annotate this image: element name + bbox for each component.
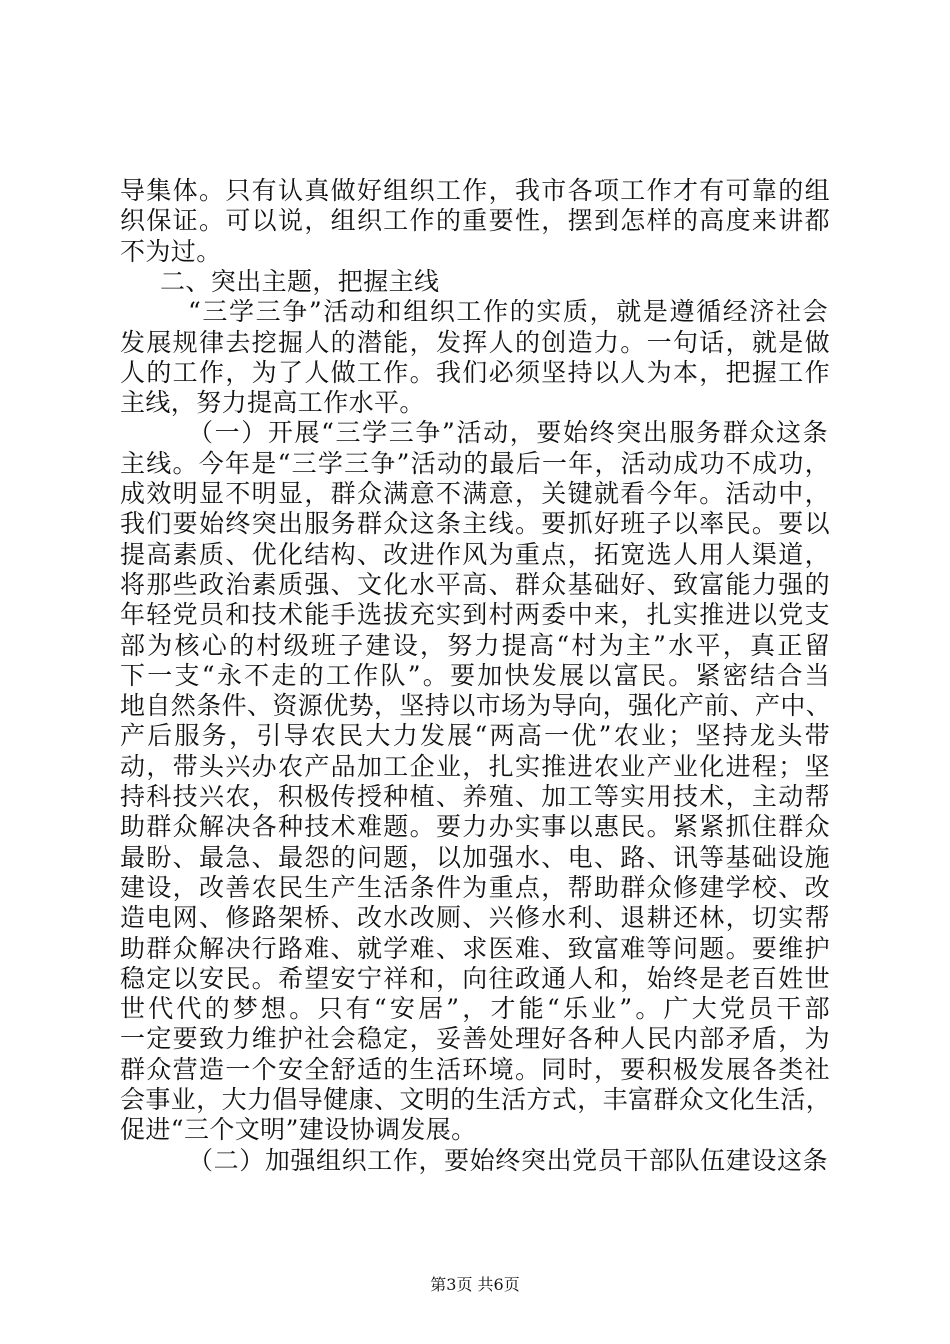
text-line: 年轻党员和技术能手选拔充实到村两委中来，扎实推进以党支 [120,600,830,630]
text-line: 稳定以安民。希望安宁祥和，向往政通人和，始终是老百姓世 [120,963,830,993]
text-line: 促进“三个文明”建设协调发展。 [120,1115,477,1145]
text-line: 助群众解决行路难、就学难、求医难、致富难等问题。要维护 [120,933,830,963]
text-line: 人的工作，为了人做工作。我们必须坚持以人为本，把握工作 [120,357,830,387]
text-line: 我们要始终突出服务群众这条主线。要抓好班子以率民。要以 [120,509,830,539]
text-line: “三学三争”活动和组织工作的实质，就是遵循经济社会 [188,297,828,327]
text-line: 二、突出主题，把握主线 [160,266,440,296]
text-line: 助群众解决各种技术难题。要力办实事以惠民。紧紧抓住群众 [120,812,830,842]
page-footer: 第3页 共6页 [430,1275,520,1294]
text-line: （二）加强组织工作，要始终突出党员干部队伍建设这条 [188,1145,828,1175]
text-line: 世代代的梦想。只有“安居”，才能“乐业”。广大党员干部 [120,994,830,1024]
text-line: 建设，改善农民生产生活条件为重点，帮助群众修建学校、改 [120,872,830,902]
text-line: 下一支“永不走的工作队”。要加快发展以富民。紧密结合当 [120,660,830,690]
text-line: 提高素质、优化结构、改进作风为重点，拓宽选人用人渠道， [120,539,830,569]
text-line: 主线。今年是“三学三争”活动的最后一年，活动成功不成功， [120,448,830,478]
text-line: 部为核心的村级班子建设，努力提高“村为主”水平，真正留 [120,630,830,660]
text-line: 地自然条件、资源优势，坚持以市场为导向，强化产前、产中、 [120,691,832,721]
text-line: 发展规律去挖掘人的潜能，发挥人的创造力。一句话，就是做 [120,327,830,357]
text-line: 将那些政治素质强、文化水平高、群众基础好、致富能力强的 [120,569,830,599]
text-line: 织保证。可以说，组织工作的重要性，摆到怎样的高度来讲都 [120,206,830,236]
text-line: 产后服务，引导农民大力发展“两高一优”农业；坚持龙头带 [120,721,830,751]
text-line: 最盼、最急、最怨的问题，以加强水、电、路、讯等基础设施 [120,842,830,872]
text-line: （一）开展“三学三争”活动，要始终突出服务群众这条 [188,418,828,448]
text-line: 持科技兴农，积极传授种植、养殖、加工等实用技术，主动帮 [120,782,830,811]
text-line: 主线，努力提高工作水平。 [120,388,425,418]
text-line: 造电网、修路架桥、改水改厕、兴修水利、退耕还林，切实帮 [120,903,830,933]
text-line: 导集体。只有认真做好组织工作，我市各项工作才有可靠的组 [120,176,830,205]
text-line: 会事业，大力倡导健康、文明的生活方式，丰富群众文化生活， [120,1085,832,1114]
text-line: 一定要致力维护社会稳定，妥善处理好各种人民内部矛盾，为 [120,1024,830,1054]
text-line: 群众营造一个安全舒适的生活环境。同时，要积极发展各类社 [120,1054,830,1084]
text-line: 动，带头兴办农产品加工企业，扎实推进农业产业化进程；坚 [120,751,830,781]
text-line: 成效明显不明显，群众满意不满意，关键就看今年。活动中， [120,479,830,508]
text-line: 不为过。 [120,236,222,266]
